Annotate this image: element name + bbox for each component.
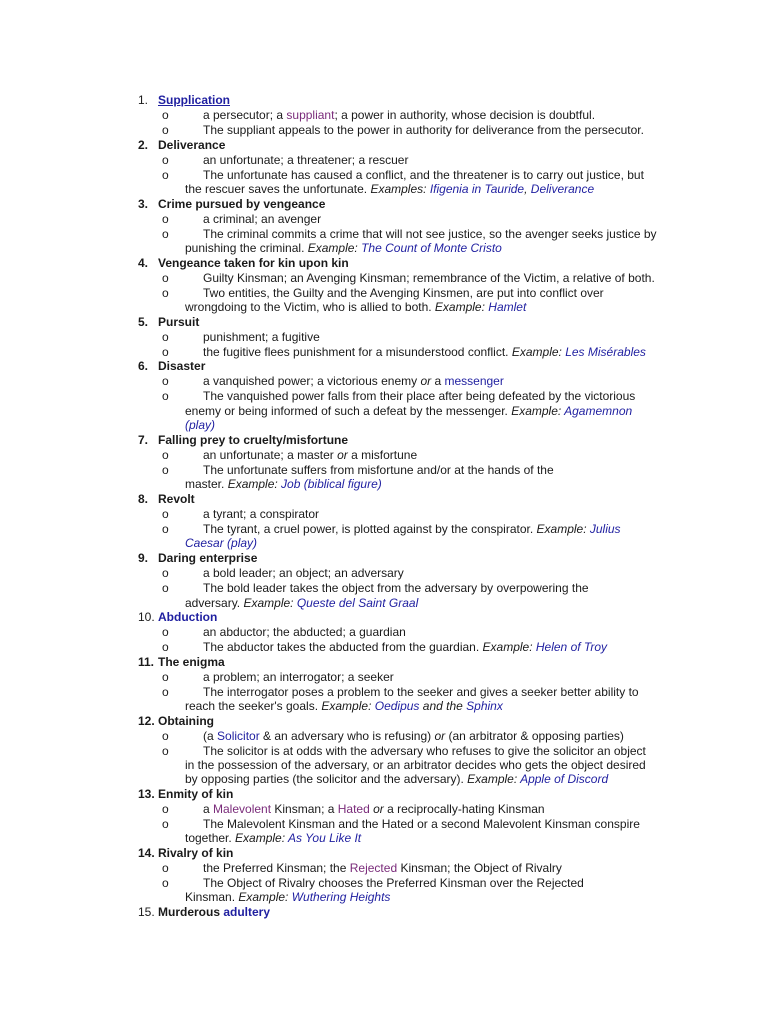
bullet-text: The bold leader takes the object from the adversary by overpowering the xyxy=(203,581,589,595)
item-number: 9. xyxy=(138,551,149,565)
example-link[interactable]: Helen of Troy xyxy=(535,640,608,654)
hated-link[interactable]: Hated xyxy=(337,802,370,816)
bullet-marker: o xyxy=(162,286,169,300)
item-title: Falling prey to cruelty/misfortune xyxy=(158,433,349,447)
example-link[interactable]: Julius xyxy=(589,522,621,536)
bullet-continuation: in the possession of the adversary, or an arbitrator decides who gets the object desired xyxy=(185,758,646,772)
bullet-text: The unfortunate suffers from misfortune and/or at the hands of the xyxy=(203,463,554,477)
bullet-continuation: enemy or being informed of such a defeat by the messenger. Example: Agamemnon xyxy=(185,404,633,418)
bullet-text: Guilty Kinsman; an Avenging Kinsman; remembrance of the Victim, a relative of both. xyxy=(203,271,655,285)
bullet-marker: o xyxy=(162,744,169,758)
item-title-link[interactable]: Abduction xyxy=(158,610,218,624)
example-link[interactable]: Deliverance xyxy=(530,182,595,196)
bullet-text: a criminal; an avenger xyxy=(203,212,322,226)
bullet-marker: o xyxy=(162,581,169,595)
bullet-text: The criminal commits a crime that will not see justice, so the avenger seeks justice by xyxy=(203,227,657,241)
example-link[interactable]: As You Like It xyxy=(287,831,362,845)
item-number: 14. xyxy=(138,846,155,860)
item-number: 12. xyxy=(138,714,155,728)
example-link-continuation[interactable]: Caesar (play) xyxy=(185,536,258,550)
bullet-continuation: master. Example: Job (biblical figure) xyxy=(185,477,382,491)
bullet-text: punishment; a fugitive xyxy=(203,330,320,344)
item-title: Rivalry of kin xyxy=(158,846,234,860)
bullet-marker: o xyxy=(162,271,169,285)
bullet-text: The Object of Rivalry chooses the Preferred Kinsman over the Rejected xyxy=(203,876,584,890)
bullet-marker: o xyxy=(162,625,169,639)
item-title: Deliverance xyxy=(158,138,226,152)
bullet-continuation: adversary. Example: Queste del Saint Graal xyxy=(185,596,419,610)
adultery-link[interactable]: adultery xyxy=(223,905,271,919)
example-link[interactable]: Ifigenia in Tauride xyxy=(429,182,525,196)
messenger-link[interactable]: messenger xyxy=(444,374,504,388)
example-link[interactable]: Oedipus xyxy=(374,699,420,713)
bullet-text: The suppliant appeals to the power in authority for deliverance from the persecutor. xyxy=(203,123,644,137)
bullet-marker: o xyxy=(162,212,169,226)
bullet-continuation: reach the seeker's goals. Example: Oedipus and the Sphinx xyxy=(185,699,503,713)
bullet-text: a vanquished power; a victorious enemy or a messenger xyxy=(203,374,504,388)
example-link[interactable]: Agamemnon xyxy=(564,404,633,418)
bullet-text: an unfortunate; a threatener; a rescuer xyxy=(203,153,409,167)
bullet-marker: o xyxy=(162,729,169,743)
bullet-text: an abductor; the abducted; a guardian xyxy=(203,625,406,639)
item-number: 5. xyxy=(138,315,149,329)
bullet-marker: o xyxy=(162,876,169,890)
bullet-text: an unfortunate; a master or a misfortune xyxy=(203,448,418,462)
example-link[interactable]: Apple of Discord xyxy=(520,772,609,786)
item-number: 1. xyxy=(138,93,149,107)
bullet-continuation: by opposing parties (the solicitor and the adversary). Example: Apple of Discord xyxy=(185,772,609,786)
bullet-marker: o xyxy=(162,522,169,536)
bullet-marker: o xyxy=(162,448,169,462)
example-link[interactable]: Sphinx xyxy=(466,699,503,713)
bullet-continuation: punishing the criminal. Example: The Count of Monte Cristo xyxy=(185,241,502,255)
item-number: 8. xyxy=(138,492,149,506)
bullet-continuation: wrongdoing to the Victim, who is allied to both. Example: Hamlet xyxy=(185,300,527,314)
item-number: 10. xyxy=(138,610,155,624)
bullet-marker: o xyxy=(162,108,169,122)
bullet-marker: o xyxy=(162,507,169,521)
example-link[interactable]: Hamlet xyxy=(488,300,527,314)
example-link[interactable]: The Count of Monte Cristo xyxy=(361,241,502,255)
bullet-marker: o xyxy=(162,670,169,684)
example-link[interactable]: Job (biblical figure) xyxy=(281,477,382,491)
bullet-marker: o xyxy=(162,389,169,403)
bullet-text: The Malevolent Kinsman and the Hated or a second Malevolent Kinsman conspire xyxy=(203,817,640,831)
item-number: 13. xyxy=(138,787,155,801)
item-title-link[interactable]: Supplication xyxy=(158,93,230,107)
item-title: Crime pursued by vengeance xyxy=(158,197,326,211)
bullet-text: a tyrant; a conspirator xyxy=(203,507,320,521)
bullet-marker: o xyxy=(162,153,169,167)
bullet-marker: o xyxy=(162,817,169,831)
item-title: Daring enterprise xyxy=(158,551,258,565)
bullet-marker: o xyxy=(162,345,169,359)
bullet-marker: o xyxy=(162,640,169,654)
item-number: 2. xyxy=(138,138,149,152)
bullet-text: The solicitor is at odds with the adversary who refuses to give the solicitor an object xyxy=(203,744,646,758)
bullet-marker: o xyxy=(162,685,169,699)
item-title: Disaster xyxy=(158,359,206,373)
item-number: 6. xyxy=(138,359,149,373)
item-title: The enigma xyxy=(158,655,225,669)
bullet-marker: o xyxy=(162,566,169,580)
item-title: Pursuit xyxy=(158,315,200,329)
solicitor-link[interactable]: Solicitor xyxy=(217,729,260,743)
bullet-text: The unfortunate has caused a conflict, and the threatener is to carry out justice, but xyxy=(203,168,644,182)
bullet-text: a persecutor; a suppliant; a power in authority, whose decision is doubtful. xyxy=(203,108,596,122)
bullet-continuation: the rescuer saves the unfortunate. Examples: Ifigenia in Tauride, Deliverance xyxy=(185,182,595,196)
bullet-text: The vanquished power falls from their place after being defeated by the victorious xyxy=(203,389,636,403)
item-title: Enmity of kin xyxy=(158,787,234,801)
bullet-text: a Malevolent Kinsman; a Hated or a reciprocally-hating Kinsman xyxy=(203,802,545,816)
item-number: 11. xyxy=(138,655,155,669)
bullet-text: The tyrant, a cruel power, is plotted against by the conspirator. Example: Julius xyxy=(203,522,621,536)
bullet-text: (a Solicitor & an adversary who is refusing) or (an arbitrator & opposing parties) xyxy=(203,729,624,743)
example-link[interactable]: Les Misérables xyxy=(565,345,646,359)
bullet-text: Two entities, the Guilty and the Avenging Kinsmen, are put into conflict over xyxy=(203,286,604,300)
bullet-marker: o xyxy=(162,463,169,477)
item-title: Vengeance taken for kin upon kin xyxy=(158,256,349,270)
bullet-marker: o xyxy=(162,374,169,388)
bullet-marker: o xyxy=(162,802,169,816)
item-title: Murderous adultery xyxy=(158,905,271,919)
bullet-text: a problem; an interrogator; a seeker xyxy=(203,670,394,684)
bullet-text: the Preferred Kinsman; the Rejected Kinsman; the Object of Rivalry xyxy=(203,861,562,875)
example-link[interactable]: Queste del Saint Graal xyxy=(296,596,419,610)
item-number: 7. xyxy=(138,433,149,447)
bullet-marker: o xyxy=(162,168,169,182)
bullet-continuation: together. Example: As You Like It xyxy=(185,831,362,845)
item-number: 15. xyxy=(138,905,155,919)
bullet-marker: o xyxy=(162,861,169,875)
rejected-link[interactable]: Rejected xyxy=(349,861,398,875)
suppliant-link[interactable]: suppliant xyxy=(286,108,335,122)
bullet-marker: o xyxy=(162,330,169,344)
bullet-text: The abductor takes the abducted from the guardian. Example: Helen of Troy xyxy=(203,640,608,654)
bullet-text: the fugitive flees punishment for a misunderstood conflict. Example: Les Misérables xyxy=(203,345,646,359)
item-title: Revolt xyxy=(158,492,195,506)
malevolent-link[interactable]: Malevolent xyxy=(213,802,272,816)
bullet-marker: o xyxy=(162,123,169,137)
item-number: 3. xyxy=(138,197,149,211)
item-number: 4. xyxy=(138,256,149,270)
example-link[interactable]: Wuthering Heights xyxy=(291,890,391,904)
example-link-continuation[interactable]: (play) xyxy=(185,418,216,432)
bullet-text: The interrogator poses a problem to the seeker and gives a seeker better ability to xyxy=(203,685,639,699)
bullet-text: a bold leader; an object; an adversary xyxy=(203,566,404,580)
item-title: Obtaining xyxy=(158,714,214,728)
bullet-marker: o xyxy=(162,227,169,241)
bullet-continuation: Kinsman. Example: Wuthering Heights xyxy=(185,890,391,904)
